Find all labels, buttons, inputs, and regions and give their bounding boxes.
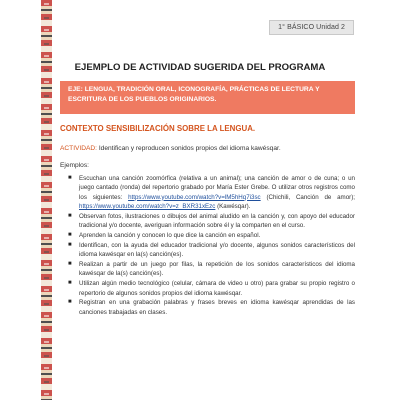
list-item-text: Identifican, con la ayuda del educador tradicional y/o docente, algunos sonidos característicos del idioma kawésqar en la(s) canción(es).	[79, 241, 355, 259]
examples-list	[68, 174, 355, 318]
page-title: EJEMPLO DE ACTIVIDAD SUGERIDA DEL PROGRAMA	[74, 62, 326, 73]
list-item-text: Realizan a partir de un juego por filas, la repetición de los sonidos característicos del idioma kawésqar de la(s) canción(es).	[79, 261, 355, 278]
list-item	[68, 212, 355, 231]
list-item	[68, 298, 355, 317]
list-item	[68, 174, 355, 211]
activity-text: Identifican y reproducen sonidos propios del idioma kawésqar.	[97, 145, 281, 152]
list-item-text: Escuchan una canción zoomórfica (relativa a un animal); una canción de amor o de cuna; o un juego cantado (ronda) del repertorio grabado por María Ester Grebe. O utilizar otros registros como los siguientes:	[79, 175, 355, 201]
list-item-text: Registran en una grabación palabras y frases breves en idioma kawésqar aprendidas de las canciones trabajadas en clases.	[79, 299, 355, 316]
youtube-link-chichili[interactable]: https://www.youtube.com/watch?v=lM5hHq7i3sc	[128, 193, 261, 201]
bullet-icon: ■	[68, 280, 72, 287]
bullet-icon: ■	[68, 299, 72, 306]
activity-label: ACTIVIDAD:	[60, 145, 98, 152]
list-item-text: (Kawésqar).	[215, 202, 251, 210]
list-item	[68, 260, 355, 279]
axis-banner: EJE: LENGUA, TRADICIÓN ORAL, ICONOGRAFÍA, PRÁCTICAS DE LECTURA Y ESCRITURA DE LOS PUEBLOS ORIGINARIOS.	[60, 81, 355, 114]
list-item-text: (Chichili, Canción de amor);	[260, 193, 355, 201]
bullet-icon: ■	[68, 241, 72, 248]
list-item-text: Aprenden la canción y conocen lo que dice la canción en español.	[79, 231, 261, 239]
list-item	[68, 241, 355, 260]
bullet-icon: ■	[68, 231, 72, 238]
list-item-text: Observan fotos, ilustraciones o dibujos del animal aludido en la canción y, con apoyo del educador tradicional y/o docente, averiguan información sobre él y la comparten en el curso.	[79, 212, 355, 230]
list-item-text: Utilizan algún medio tecnológico (celular, cámara de video u otro) para grabar su propio registro o repertorio de algunos sonidos propios del idioma kawésqar.	[79, 280, 355, 297]
context-heading: CONTEXTO SENSIBILIZACIÓN SOBRE LA LENGUA.	[60, 124, 256, 133]
examples-label: Ejemplos:	[60, 162, 89, 169]
bullet-icon: ■	[68, 175, 72, 181]
youtube-link-kawesqar[interactable]: https://www.youtube.com/watch?v=z_BXR31xEzc	[79, 202, 216, 210]
list-item	[68, 279, 355, 298]
decorative-pattern-strip	[41, 0, 52, 400]
grade-unit-badge: 1° BÁSICO Unidad 2	[269, 20, 354, 35]
bullet-icon: ■	[68, 261, 72, 268]
bullet-icon: ■	[68, 212, 72, 219]
activity-statement	[60, 145, 355, 152]
list-item	[68, 231, 355, 240]
